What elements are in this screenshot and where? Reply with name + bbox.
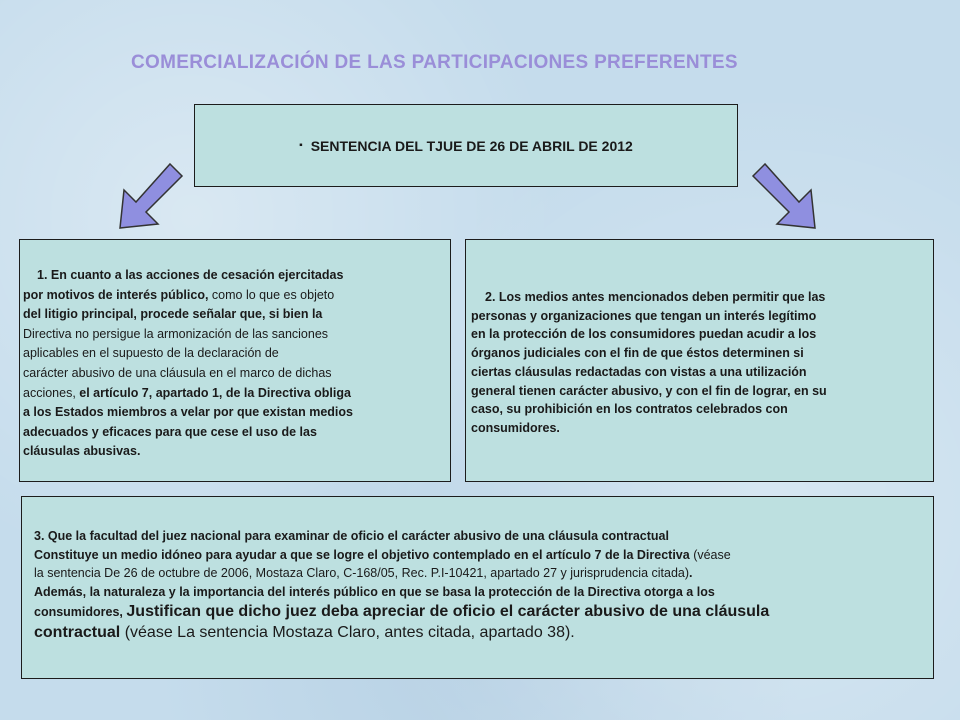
bottom-line: 3. Que la facultad del juez nacional para examinar de oficio el carácter abusivo de una cláusula contractual <box>34 529 669 543</box>
left-line: aplicables en el supuesto de la declaración de <box>23 346 279 361</box>
right-line: general tienen carácter abusivo, y con el fin de lograr, en su <box>471 383 827 398</box>
headline-box <box>194 104 738 187</box>
right-line: órganos judiciales con el fin de que éstos determinen si <box>471 346 804 361</box>
left-line: Directiva no persigue la armonización de las sanciones <box>23 326 329 341</box>
bottom-line: la sentencia De 26 de octubre de 2006, Mostaza Claro, C-168/05, Rec. P.I-10421, apartado 27 y jurisprudencia citada). <box>34 566 693 581</box>
arrow-down-right-icon <box>747 160 823 236</box>
left-line: por motivos de interés público, como lo que es objeto <box>23 287 335 302</box>
left-line: a los Estados miembros a velar por que existan medios <box>23 405 353 420</box>
right-line: 2. Los medios antes mencionados deben permitir que las <box>485 290 826 304</box>
right-line: en la protección de los consumidores puedan acudir a los <box>471 327 817 342</box>
headline-text: SENTENCIA DEL TJUE DE 26 DE ABRIL DE 2012 <box>310 137 633 154</box>
left-line: adecuados y eficaces para que cese el uso de las <box>23 424 317 439</box>
left-line: 1. En cuanto a las acciones de cesación ejercitadas <box>37 268 344 282</box>
bullet-icon: ▪ <box>299 140 303 151</box>
right-line: consumidores. <box>471 420 560 435</box>
left-line: acciones, el artículo 7, apartado 1, de la Directiva obliga <box>23 385 351 400</box>
bottom-line: contractual (véase La sentencia Mostaza Claro, antes citada, apartado 38). <box>34 624 575 642</box>
bottom-paragraph-box <box>21 496 934 679</box>
left-line: del litigio principal, procede señalar que, si bien la <box>23 307 323 322</box>
page-title: COMERCIALIZACIÓN DE LAS PARTICIPACIONES PREFERENTES <box>131 52 738 73</box>
right-line: ciertas cláusulas redactadas con vistas a una utilización <box>471 364 807 379</box>
bottom-line: Además, la naturaleza y la importancia del interés público en que se basa la protección de la Directiva otorga a los <box>34 584 715 599</box>
left-line: carácter abusivo de una cláusula en el marco de dichas <box>23 365 332 380</box>
arrow-down-left-icon <box>112 160 188 236</box>
right-line: personas y organizaciones que tengan un interés legítimo <box>471 308 817 323</box>
left-paragraph-box <box>19 239 451 482</box>
left-line: cláusulas abusivas. <box>23 444 141 459</box>
bottom-line: Constituye un medio idóneo para ayudar a que se logre el objetivo contemplado en el artículo 7 de la Directiva (véase <box>34 547 731 562</box>
right-paragraph-box <box>465 239 934 482</box>
bottom-line: consumidores, Justifican que dicho juez deba apreciar de oficio el carácter abusivo de una cláusula <box>34 603 770 621</box>
right-line: caso, su prohibición en los contratos celebrados con <box>471 402 788 417</box>
